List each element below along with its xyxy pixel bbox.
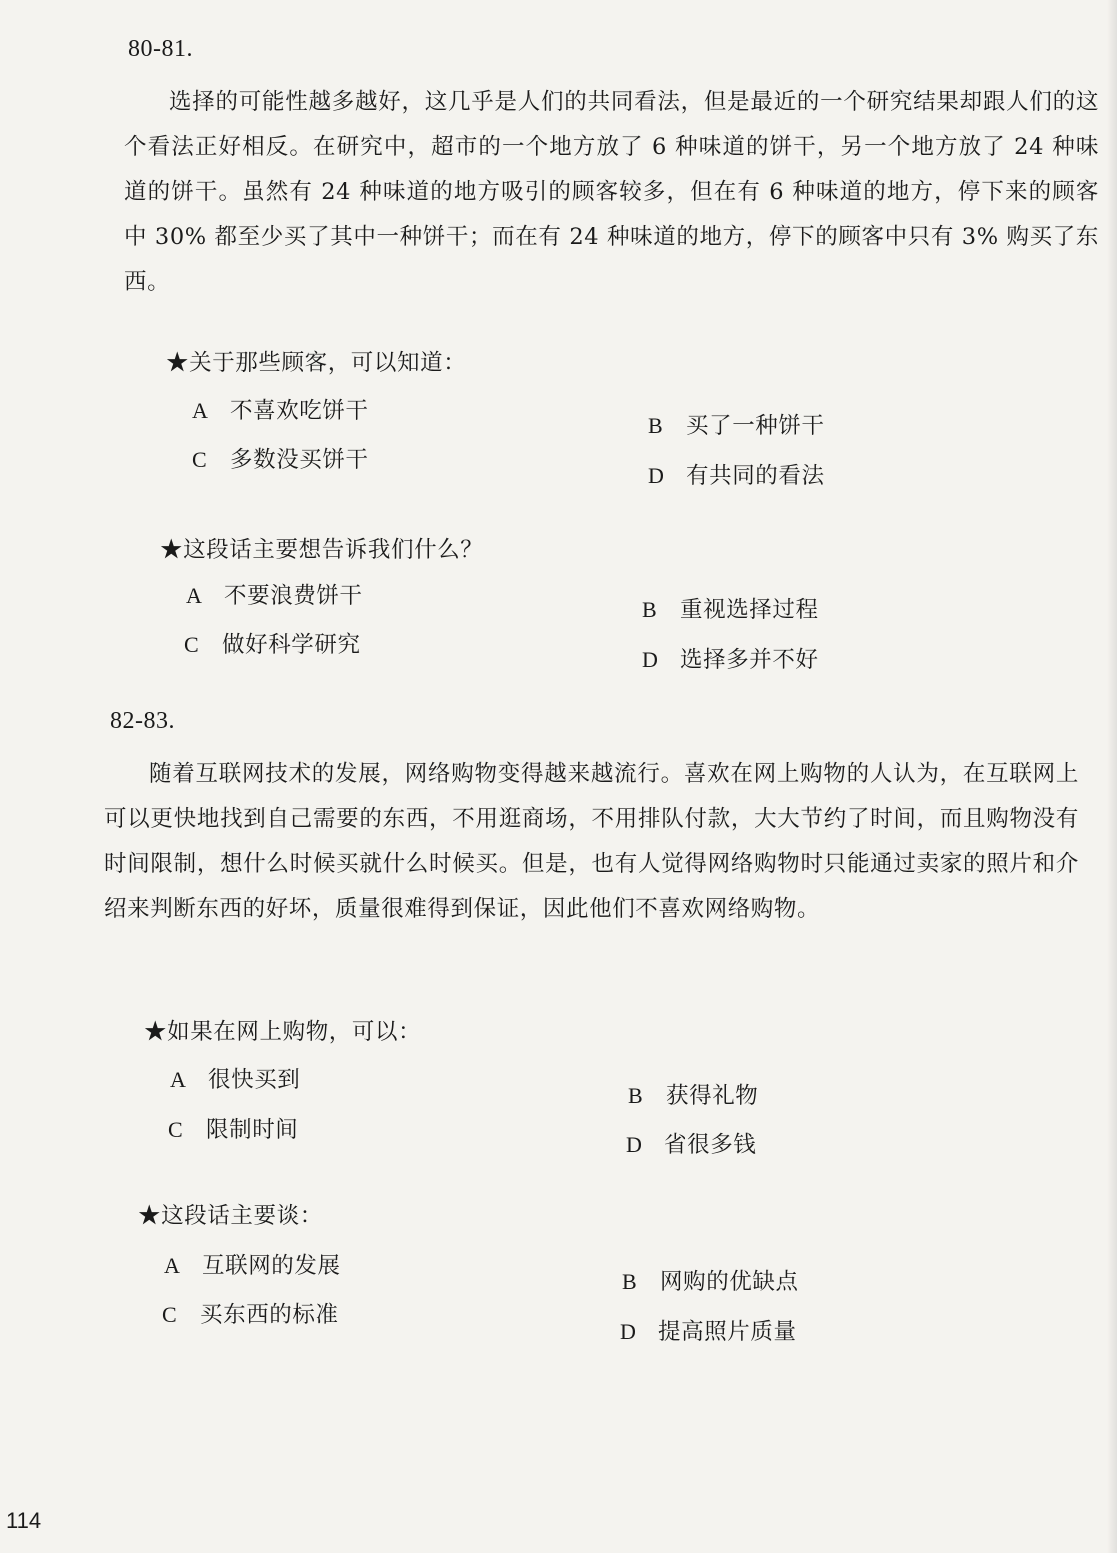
option-text: 提高照片质量 <box>658 1319 797 1345</box>
option-letter: A <box>170 1067 187 1092</box>
passage-text: 随着互联网技术的发展，网络购物变得越来越流行。喜欢在网上购物的人认为，在互联网上可以更快地找到自己需要的东西，不用逛商场，不用排队付款，大大节约了时间，而且购物没有时间限制，想什么时候买就什么时候买。但是，也有人觉得网络购物时只能通过卖家的照片和介绍来判断东西的好坏，质量很难得到保证，因此他们不喜欢网络购物。 <box>104 761 1079 922</box>
reading-passage <box>104 752 1079 932</box>
option-a[interactable] <box>170 1062 300 1094</box>
option-d[interactable] <box>620 1314 797 1346</box>
option-letter: A <box>192 398 209 423</box>
option-letter: B <box>648 413 664 438</box>
option-letter: D <box>626 1132 643 1157</box>
option-b[interactable] <box>628 1078 758 1110</box>
option-b[interactable] <box>622 1264 799 1296</box>
option-c[interactable] <box>184 627 361 659</box>
option-letter: C <box>192 447 208 472</box>
question-prompt: ★这段话主要谈： <box>138 1203 323 1229</box>
option-text: 买了一种饼干 <box>686 413 825 439</box>
option-text: 做好科学研究 <box>222 632 361 658</box>
option-d[interactable] <box>626 1127 756 1159</box>
option-text: 获得礼物 <box>666 1083 759 1109</box>
passage-text: 选择的可能性越多越好，这几乎是人们的共同看法，但是最近的一个研究结果却跟人们的这个看法正好相反。在研究中，超市的一个地方放了 6 种味道的饼干，另一个地方放了 24 种味道的饼干。虽然有 24 种味道的地方吸引的顾客较多，但在有 6 种味道的地方，停下来的顾客中 30% 都至少买了其中一种饼干；而在有 24 种味道的地方，停下的顾客中只有 3% 购买了东西。 <box>124 89 1099 295</box>
question-prompt: ★这段话主要想告诉我们什么？ <box>160 537 484 563</box>
option-letter: D <box>620 1319 637 1344</box>
option-b[interactable] <box>642 592 819 624</box>
option-text: 不喜欢吃饼干 <box>230 398 369 424</box>
option-text: 省很多钱 <box>664 1132 757 1158</box>
option-a[interactable] <box>164 1248 341 1280</box>
option-letter: A <box>186 583 203 608</box>
question-prompt: ★关于那些顾客，可以知道： <box>166 350 467 376</box>
option-letter: D <box>648 463 665 488</box>
option-text: 互联网的发展 <box>202 1253 341 1279</box>
option-text: 不要浪费饼干 <box>224 583 363 609</box>
option-c[interactable] <box>192 442 369 474</box>
option-letter: D <box>642 647 659 672</box>
option-c[interactable] <box>162 1297 339 1329</box>
option-text: 限制时间 <box>206 1117 299 1143</box>
section-number: 80-81. <box>128 36 193 62</box>
option-text: 多数没买饼干 <box>230 447 369 473</box>
option-letter: C <box>168 1117 184 1142</box>
option-text: 有共同的看法 <box>686 463 825 489</box>
page-edge-shadow <box>1107 0 1117 1553</box>
option-text: 很快买到 <box>208 1067 301 1093</box>
option-letter: B <box>628 1083 644 1108</box>
option-letter: B <box>642 597 658 622</box>
option-letter: C <box>162 1302 178 1327</box>
option-d[interactable] <box>648 458 825 490</box>
option-a[interactable] <box>192 393 369 425</box>
option-text: 重视选择过程 <box>680 597 819 623</box>
option-text: 网购的优缺点 <box>660 1269 799 1295</box>
question-prompt: ★如果在网上购物，可以： <box>144 1019 422 1045</box>
option-d[interactable] <box>642 642 819 674</box>
page-number: 114 <box>6 1508 42 1533</box>
option-letter: C <box>184 632 200 657</box>
option-text: 买东西的标准 <box>200 1302 339 1328</box>
section-number: 82-83. <box>110 708 175 734</box>
option-a[interactable] <box>186 578 363 610</box>
option-text: 选择多并不好 <box>680 647 819 673</box>
reading-passage <box>124 80 1099 305</box>
option-c[interactable] <box>168 1112 298 1144</box>
option-letter: A <box>164 1253 181 1278</box>
option-b[interactable] <box>648 408 825 440</box>
option-letter: B <box>622 1269 638 1294</box>
